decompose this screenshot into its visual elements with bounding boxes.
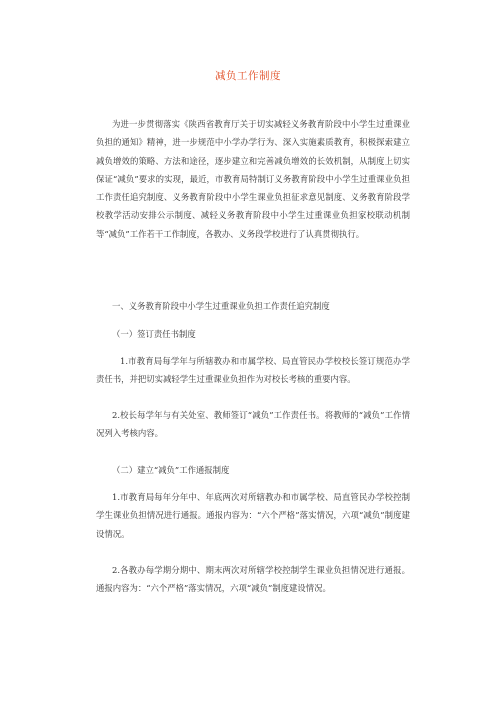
- section-1-heading: 一、义务教育阶段中小学生过重课业负担工作责任追究制度: [112, 301, 330, 311]
- document-title: 减负工作制度: [215, 70, 281, 82]
- subsection-1-item-1: 1.市教育局每学年与所辖教办和市属学校、局直管民办学校校长签订规范办学责任书，并把切实减轻学生过重课业负担作为对校长考核的重要内容。: [96, 356, 410, 385]
- subsection-1-item-2: 2.校长每学年与有关处室、教师签订“减负”工作责任书。将教师的“减负”工作情况列入考核内容。: [96, 410, 410, 439]
- subsection-1-heading: （一）签订责任书制度: [112, 329, 196, 339]
- subsection-2-item-2: 2.各教办每学期分期中、期末两次对所辖学校控制学生课业负担情况进行通报。通报内容为：“六个严格”落实情况，六项“减负”制度建设情况。: [96, 565, 410, 594]
- intro-paragraph: 为进一步贯彻落实《陕西省教育厅关于切实减轻义务教育阶段中小学生过重课业负担的通知》精神，进一步规范中小学办学行为、深入实施素质教育，积极探索建立减负增效的策略、方法和途径，逐步建立和完善减负增效的长效机制，从制度上切实保证“减负”要求的实现，最近，市教育局特制订义务教育阶段中小学生过重课业负担工作责任追究制度、义务教育阶段中小学生课业负担征求意见制度、义务教育阶段学校教学活动安排公示制度、减轻义务教育阶段中小学生过重课业负担家校联动机制等“减负”工作若干工作制度，各教办、义务段学校进行了认真贯彻执行。: [96, 119, 410, 239]
- subsection-2-heading: （二）建立“减负”工作通报制度: [112, 465, 230, 475]
- subsection-2-item-1: 1.市教育局每年分年中、年底两次对所辖教办和市属学校、局直管民办学校控制学生课业负担情况进行通报。通报内容为：“六个严格”落实情况，六项“减负”制度建设情况。: [96, 492, 410, 539]
